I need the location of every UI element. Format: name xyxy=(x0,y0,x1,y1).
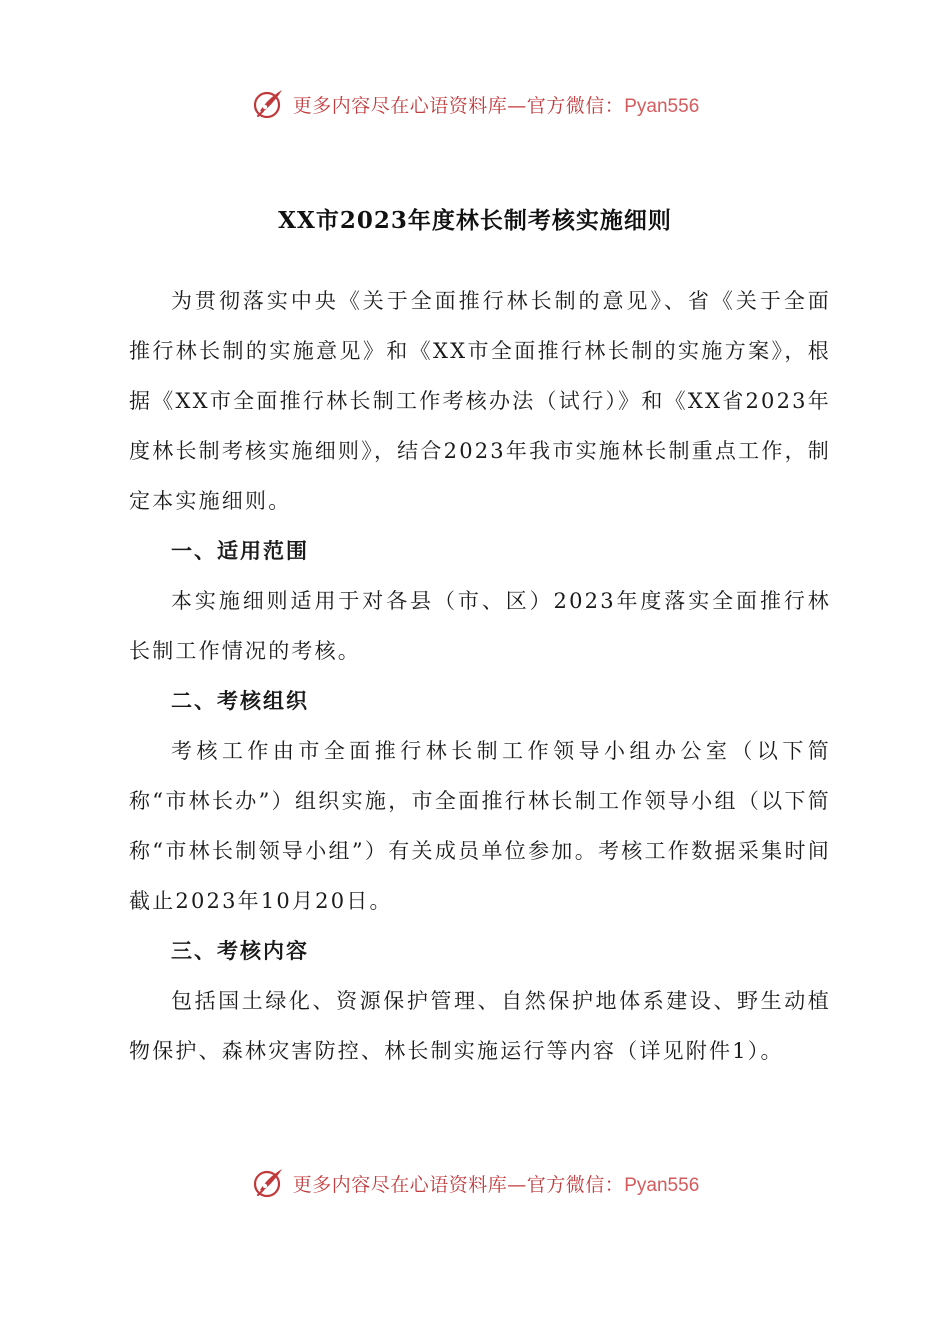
watermark-text: 更多内容尽在心语资料库—官方微信：Pyan556 xyxy=(292,94,700,117)
watermark-text: 更多内容尽在心语资料库—官方微信：Pyan556 xyxy=(292,1173,700,1196)
section-heading-scope: 一、适用范围 xyxy=(171,538,309,563)
section-body-organization: 考核工作由市全面推行林长制工作领导小组办公室（以下简称“市林长办”）组织实施，市全面推行林长制工作领导小组（以下简称“市林长制领导小组”）有关成员单位参加。考核工作数据采集时间截止2023年10月20日。 xyxy=(129,739,831,913)
section-heading-content: 三、考核内容 xyxy=(171,938,309,963)
intro-paragraph: 为贯彻落实中央《关于全面推行林长制的意见》、省《关于全面推行林长制的实施意见》和《XX市全面推行林长制的实施方案》，根据《XX市全面推行林长制工作考核办法（试行）》和《XX省2023年度林长制考核实施细则》，结合2023年我市实施林长制重点工作，制定本实施细则。 xyxy=(129,289,831,513)
footer-watermark xyxy=(0,1163,950,1203)
section-body-scope: 本实施细则适用于对各县（市、区）2023年度落实全面推行林长制工作情况的考核。 xyxy=(129,589,831,663)
wechat-id: Pyan556 xyxy=(624,1174,700,1196)
quill-logo-icon xyxy=(251,87,285,121)
section-heading-organization: 二、考核组织 xyxy=(171,688,309,713)
quill-logo-icon xyxy=(251,1166,285,1200)
header-watermark xyxy=(0,84,950,124)
document-body xyxy=(129,276,831,1076)
document-title: XX市2023年度林长制考核实施细则 xyxy=(278,207,672,234)
wechat-id: Pyan556 xyxy=(624,95,700,117)
section-body-content: 包括国土绿化、资源保护管理、自然保护地体系建设、野生动植物保护、森林灾害防控、林长制实施运行等内容（详见附件1）。 xyxy=(129,989,831,1063)
